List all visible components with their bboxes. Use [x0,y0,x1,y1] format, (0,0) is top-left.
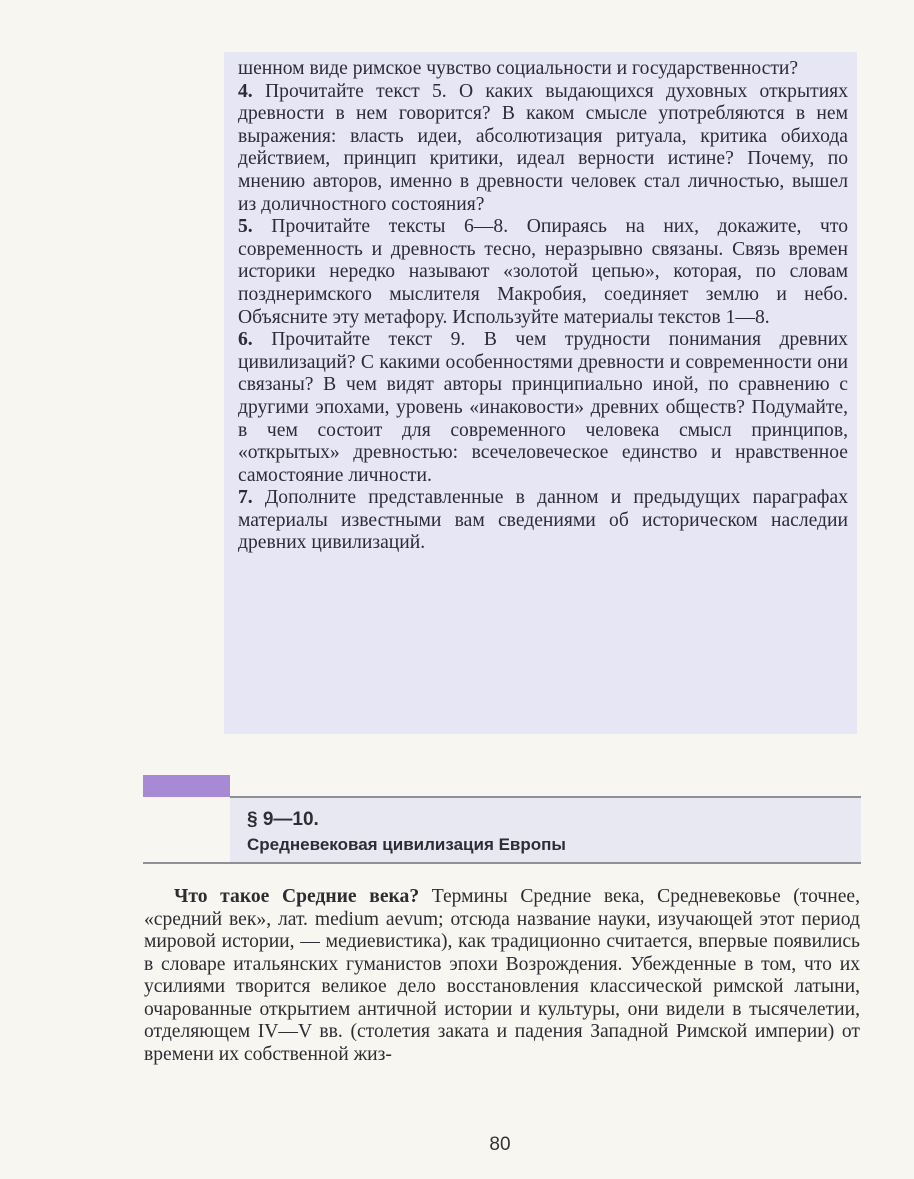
page-number: 80 [489,1134,511,1155]
question-number: 5. [238,216,253,238]
question-item [238,487,848,555]
questions-text [238,58,848,555]
question-number: 6. [238,329,253,351]
paragraph-lead: Что такое Средние века? [174,886,420,907]
section-accent-bar [143,775,230,797]
question-continuation: шенном виде римское чувство социальности и государственности? [238,58,799,79]
paragraph-text: Термины Средние века, Средневековье (точнее, «средний век», лат. medium aevum; отсюда название науки, изучающей этот период мировой истории, — медиевистика), как традиционно считается, впервые появились в словаре итальянских гуманистов эпохи Возрождения. Убежденные в том, что их усилиями творится великое дело восстановления классической римской латыни, очарованные открытием античной истории и культуры, они видели в тысячелетии, отделяющем IV—V вв. (столетия заката и падения Западной Римской империи) от времени их собственной жиз- [144,886,861,1065]
section-title: Средневековая цивилизация Европы [247,835,566,854]
section-rule-bottom [143,862,861,864]
question-number: 7. [238,487,253,509]
section-number: § 9—10. [247,809,319,830]
body-paragraph [144,886,860,1066]
question-item [238,81,848,217]
question-item [238,216,848,329]
question-text: Прочитайте текст 9. В чем трудности понимания древних цивилизаций? С какими особенностями древности и современности они связаны? В чем видят авторы принципиально иной, по сравнению с другими эпохами, уровень «инаковости» древних обществ? Подумайте, в чем состоит для современного человека смысл принципов, «открытых» древностью: всечеловеческое единство и нравственное самостояние личности. [238,329,848,486]
question-number: 4. [238,80,253,102]
question-text: Прочитайте текст 5. О каких выдающихся духовных открытиях древности в нем говорится? В каком смысле употребляются в нем выражения: власть идеи, абсолютизация ритуала, критика обихода действием, принцип критики, идеал верности истине? Почему, по мнению авторов, именно в древности человек стал личностью, вышел из доличностного состояния? [238,80,848,215]
question-text: Дополните представленные в данном и предыдущих параграфах материалы известными вам сведениями об историческом наследии древних цивилизаций. [238,487,849,554]
question-text: Прочитайте тексты 6—8. Опираясь на них, докажите, что современность и древность тесно, неразрывно связаны. Связь времен историки нередко называют «золотой цепью», которая, по словам позднеримского мыслителя Макробия, соединяет землю и небо. Объясните эту метафору. Используйте материалы текстов 1—8. [238,216,848,328]
question-item [238,329,848,487]
